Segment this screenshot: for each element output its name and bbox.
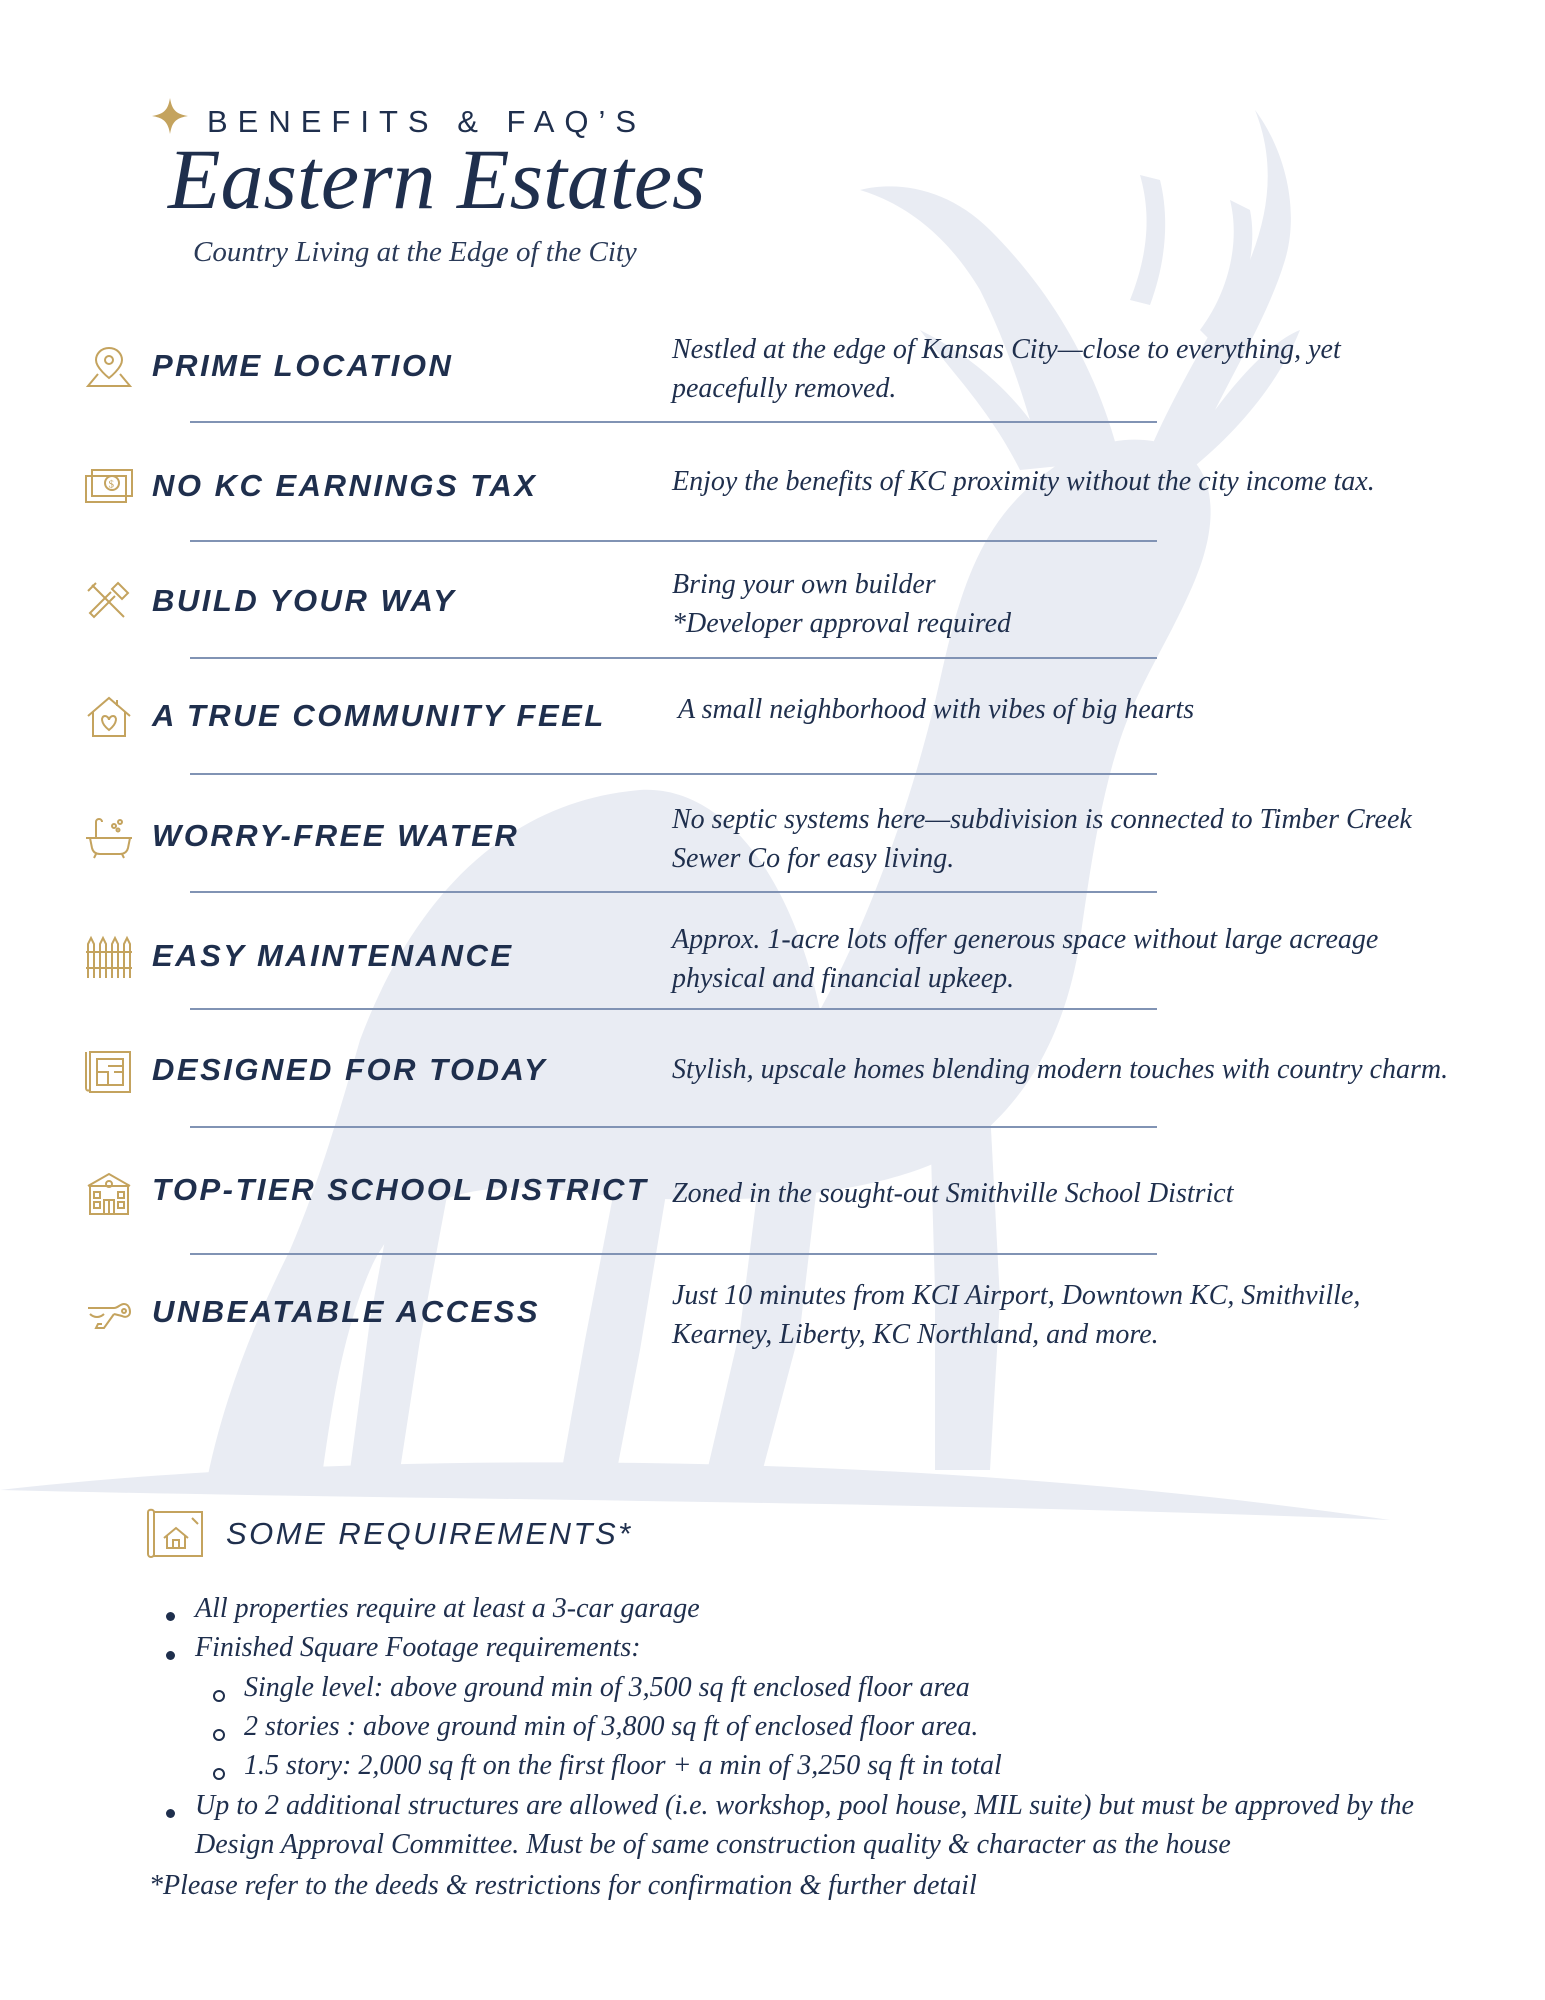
feature-description [672,1050,1448,1089]
feature-description [672,1276,1360,1354]
divider [190,891,1157,893]
list-item: Finished Square Footage requirements: [195,1632,641,1663]
feature-label: UNBEATABLE ACCESS [152,1294,541,1329]
bullet-ring [213,1690,225,1702]
description-line: Approx. 1-acre lots offer generous space without large acreage [672,924,1379,955]
feature-label: PRIME LOCATION [152,348,454,383]
house-heart-icon [84,694,134,740]
sparkle-icon [150,96,190,136]
requirements-heading: SOME REQUIREMENTS* [226,1516,633,1551]
description-line: Sewer Co for easy living. [672,843,955,874]
location-pin-icon [84,344,134,390]
bathtub-icon [84,814,134,860]
divider [190,1008,1157,1010]
divider [190,657,1157,659]
feature-description [672,920,1378,998]
blueprint-icon [84,1048,134,1094]
bullet-dot [166,1612,175,1621]
divider [190,540,1157,542]
sub-list-item: 2 stories : above ground min of 3,800 sq ft of enclosed floor area. [244,1711,979,1742]
page-title: Eastern Estates [168,131,706,227]
money-icon [84,466,134,512]
divider [190,1253,1157,1255]
svg-text:$: $ [108,478,114,491]
fence-icon [84,934,134,980]
bullet-dot [166,1651,175,1660]
description-line: peacefully removed. [672,373,897,404]
feature-label: WORRY-FREE WATER [152,818,520,853]
tools-icon [84,579,134,625]
description-line: Nestled at the edge of Kansas City—close to everything, yet [672,334,1341,365]
footnote: *Please refer to the deeds & restrictions for confirmation & further detail [149,1870,977,1901]
bullet-dot [166,1809,175,1818]
feature-description [678,690,1194,729]
list-item: Up to 2 additional structures are allowed (i.e. workshop, pool house, MIL suite) but must be approved by the [195,1790,1414,1821]
description-line: Zoned in the sought-out Smithville School District [672,1178,1234,1209]
list-item-continuation: Design Approval Committee. Must be of same construction quality & character as the house [195,1829,1231,1860]
description-line: *Developer approval required [672,608,1012,639]
divider [190,773,1157,775]
feature-label: A TRUE COMMUNITY FEEL [152,698,606,733]
bullet-ring [213,1768,225,1780]
description-line: Stylish, upscale homes blending modern touches with country charm. [672,1054,1449,1085]
divider [190,1126,1157,1128]
sub-list-item: 1.5 story: 2,000 sq ft on the first floor + a min of 3,250 sq ft in total [244,1750,1002,1781]
feature-label: NO KC EARNINGS TAX [152,468,538,503]
feature-description [672,330,1341,408]
description-line: physical and financial upkeep. [672,963,1015,994]
divider [190,421,1157,423]
feature-description [672,800,1412,878]
school-icon [84,1170,134,1216]
feature-label: DESIGNED FOR TODAY [152,1052,548,1087]
description-line: A small neighborhood with vibes of big hearts [678,694,1195,725]
description-line: No septic systems here—subdivision is connected to Timber Creek [672,804,1412,835]
list-item: All properties require at least a 3-car garage [195,1593,700,1624]
bullet-ring [213,1729,225,1741]
sub-list-item: Single level: above ground min of 3,500 sq ft enclosed floor area [244,1672,970,1703]
feature-label: EASY MAINTENANCE [152,938,514,973]
description-line: Enjoy the benefits of KC proximity without the city income tax. [672,466,1375,497]
page-subtitle: Country Living at the Edge of the City [193,236,637,268]
key-icon [84,1294,134,1340]
description-line: Bring your own builder [672,569,936,600]
feature-description [672,565,1011,643]
feature-description [672,462,1375,501]
feature-label: TOP-TIER SCHOOL DISTRICT [152,1172,649,1207]
description-line: Just 10 minutes from KCI Airport, Downtown KC, Smithville, [672,1280,1361,1311]
description-line: Kearney, Liberty, KC Northland, and more. [672,1319,1159,1350]
feature-description [672,1174,1234,1213]
section-eyebrow: BENEFITS & FAQ’S [207,104,647,139]
house-plan-icon [146,1508,208,1562]
feature-label: BUILD YOUR WAY [152,583,457,618]
